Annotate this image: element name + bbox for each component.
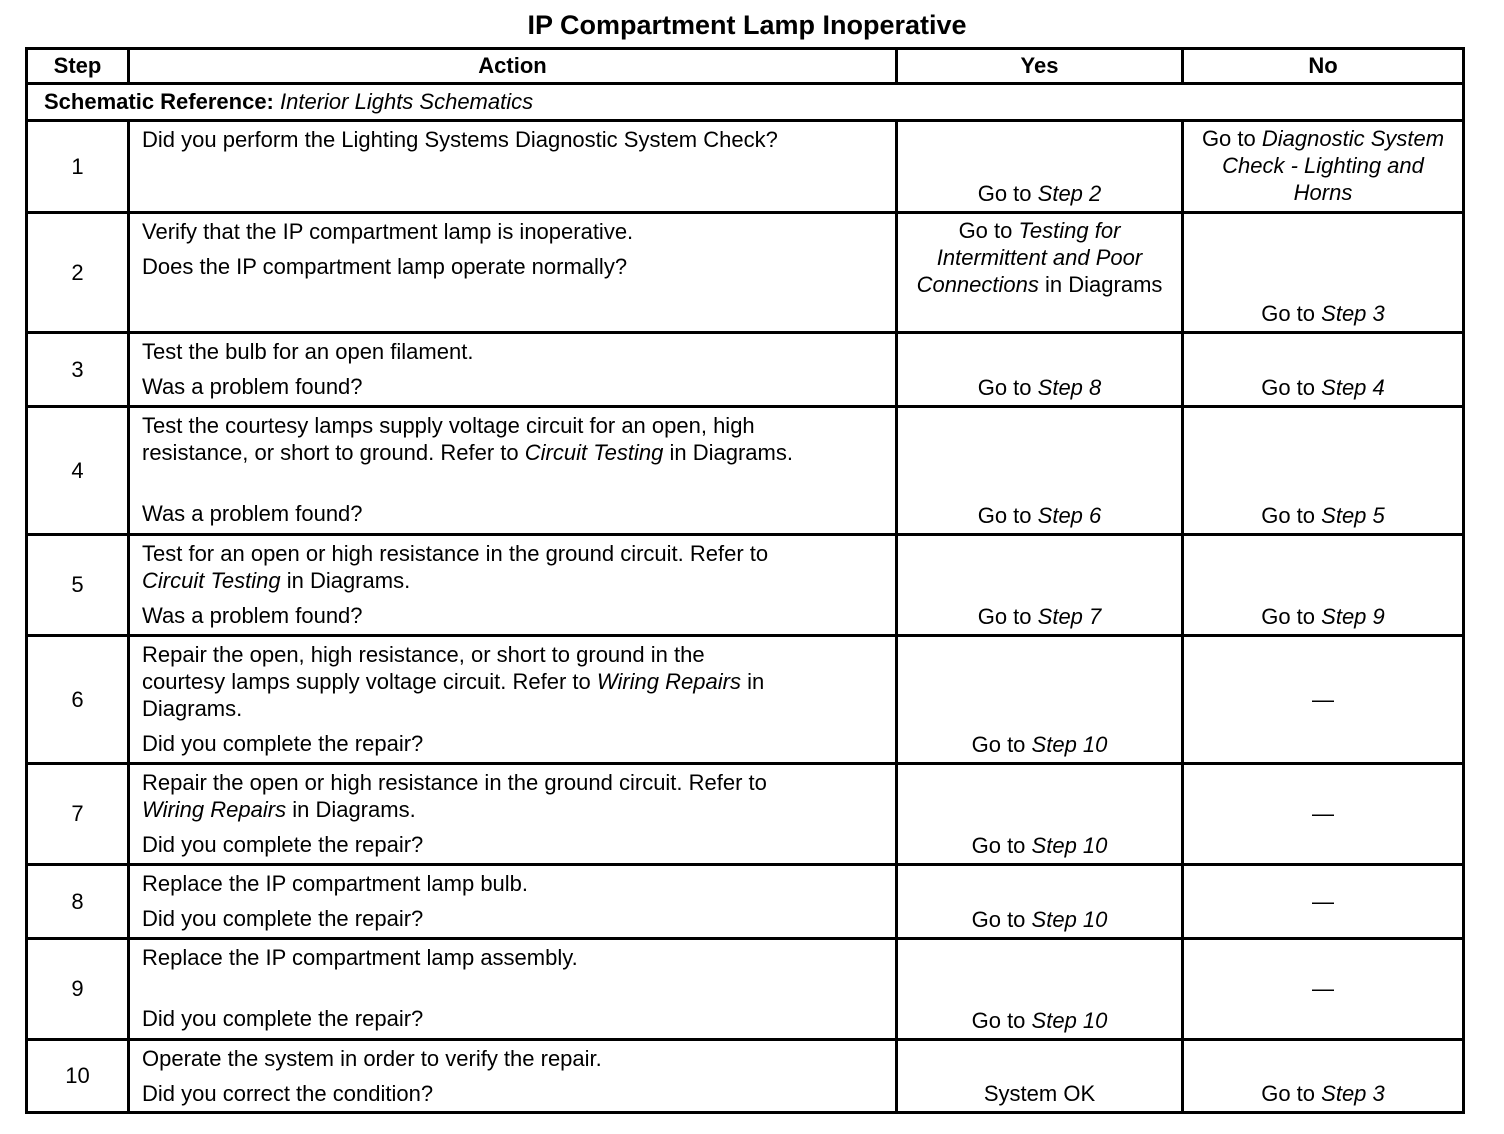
action-text-cont: courtesy lamps supply voltage circuit. Refer to Wiring Repairs in <box>142 669 765 694</box>
yes-link[interactable]: Testing for Intermittent and Poor Connections <box>916 218 1143 297</box>
no-link[interactable]: Diagnostic System Check - Lighting and Horns <box>1222 126 1445 205</box>
action-text: Test the courtesy lamps supply voltage circuit for an open, high <box>142 413 755 438</box>
no-cell <box>1183 865 1464 939</box>
yes-link[interactable]: Step 10 <box>1031 1008 1108 1033</box>
schematic-reference-row <box>27 84 1464 121</box>
action-link[interactable]: Wiring Repairs <box>596 669 741 694</box>
action-text-cont: Diagrams. <box>142 696 243 721</box>
header-yes: Yes <box>897 49 1183 84</box>
no-cell: Go to Step 5 <box>1183 407 1464 535</box>
step-number: 1 <box>27 121 129 213</box>
yes-cell: Go to Step 6 <box>897 407 1183 535</box>
diagnostic-table <box>25 47 1465 1114</box>
action-question: Was a problem found? <box>142 374 363 399</box>
action-question: Did you complete the repair? <box>142 1006 424 1031</box>
no-cell: Go to Step 4 <box>1183 333 1464 407</box>
no-cell: Go to Step 3 <box>1183 1040 1464 1113</box>
page-title: IP Compartment Lamp Inoperative <box>527 10 967 40</box>
action-cell <box>129 121 897 213</box>
yes-cell: Go to Step 10 <box>897 939 1183 1040</box>
action-link[interactable]: Circuit Testing <box>142 568 281 593</box>
table-row <box>27 407 1464 535</box>
action-question: Did you correct the condition? <box>142 1081 434 1106</box>
yes-cell: Go to Step 10 <box>897 865 1183 939</box>
header-action: Action <box>129 49 897 84</box>
action-text: Replace the IP compartment lamp assembly. <box>142 945 578 970</box>
action-cell <box>129 1040 897 1113</box>
no-link[interactable]: Step 3 <box>1321 301 1385 326</box>
table-row <box>27 535 1464 636</box>
table-row <box>27 213 1464 333</box>
yes-cell <box>897 1040 1183 1113</box>
yes-link[interactable]: Step 10 <box>1031 907 1108 932</box>
step-number: 6 <box>27 636 129 764</box>
header-no: No <box>1183 49 1464 84</box>
table-row <box>27 764 1464 865</box>
yes-cell: Go to Step 8 <box>897 333 1183 407</box>
action-link[interactable]: Circuit Testing <box>524 440 664 465</box>
action-question: Did you complete the repair? <box>142 906 424 931</box>
action-text: Repair the open or high resistance in the ground circuit. Refer to <box>142 770 767 795</box>
action-text-cont: Circuit Testing in Diagrams. <box>142 568 411 593</box>
yes-result: System OK <box>983 1081 1096 1106</box>
no-link[interactable]: Step 5 <box>1321 503 1385 528</box>
action-text: Repair the open, high resistance, or short to ground in the <box>142 642 705 667</box>
action-text: Verify that the IP compartment lamp is inoperative. <box>142 219 634 244</box>
yes-cell: Go to Step 10 <box>897 764 1183 865</box>
action-question: Did you complete the repair? <box>142 731 424 756</box>
action-text: Operate the system in order to verify the repair. <box>142 1046 602 1071</box>
no-cell: Go to Step 9 <box>1183 535 1464 636</box>
action-text-cont: Wiring Repairs in Diagrams. <box>142 797 416 822</box>
step-number: 2 <box>27 213 129 333</box>
action-cell <box>129 333 897 407</box>
yes-link[interactable]: Step 7 <box>1037 604 1102 629</box>
step-number: 7 <box>27 764 129 865</box>
no-link[interactable]: Step 3 <box>1321 1081 1385 1106</box>
action-cell <box>129 636 897 764</box>
action-question: Was a problem found? <box>142 501 363 526</box>
action-question: Does the IP compartment lamp operate normally? <box>142 254 628 279</box>
yes-cell: Go to Testing for Intermittent and Poor Connections in Diagrams <box>897 213 1183 333</box>
step-number: 8 <box>27 865 129 939</box>
no-cell <box>1183 636 1464 764</box>
not-applicable-dash: — <box>1312 801 1334 826</box>
schematic-reference-label: Schematic Reference: <box>44 89 274 114</box>
action-text: Did you perform the Lighting Systems Diagnostic System Check? <box>142 127 778 152</box>
step-number: 9 <box>27 939 129 1040</box>
action-text: Test the bulb for an open filament. <box>142 339 474 364</box>
action-text-cont: resistance, or short to ground. Refer to Circuit Testing in Diagrams. <box>142 440 793 465</box>
table-row <box>27 939 1464 1040</box>
yes-link[interactable]: Step 6 <box>1037 503 1102 528</box>
yes-link[interactable]: Step 10 <box>1031 833 1108 858</box>
table-row <box>27 121 1464 213</box>
action-cell <box>129 939 897 1040</box>
action-cell <box>129 407 897 535</box>
table-row <box>27 1040 1464 1113</box>
table-row <box>27 865 1464 939</box>
not-applicable-dash: — <box>1312 686 1334 712</box>
action-cell <box>129 764 897 865</box>
no-link[interactable]: Step 4 <box>1321 375 1385 400</box>
yes-cell: Go to Step 10 <box>897 636 1183 764</box>
yes-link[interactable]: Step 2 <box>1037 181 1102 206</box>
action-question: Was a problem found? <box>142 603 363 628</box>
yes-link[interactable]: Step 8 <box>1037 375 1102 400</box>
no-link[interactable]: Step 9 <box>1321 604 1385 629</box>
step-number: 4 <box>27 407 129 535</box>
not-applicable-dash: — <box>1312 976 1334 1001</box>
no-cell <box>1183 939 1464 1040</box>
action-cell <box>129 213 897 333</box>
action-text: Replace the IP compartment lamp bulb. <box>142 871 529 896</box>
header-step: Step <box>27 49 129 84</box>
no-cell <box>1183 764 1464 865</box>
no-cell: Go to Diagnostic System Check - Lighting and Horns <box>1183 121 1464 213</box>
schematic-reference-link[interactable]: Interior Lights Schematics <box>280 89 534 114</box>
action-cell <box>129 535 897 636</box>
not-applicable-dash: — <box>1312 888 1334 914</box>
yes-cell: Go to Step 2 <box>897 121 1183 213</box>
table-row <box>27 636 1464 764</box>
schematic-reference <box>27 84 1464 121</box>
no-cell: Go to Step 3 <box>1183 213 1464 333</box>
action-link[interactable]: Wiring Repairs <box>142 797 287 822</box>
header-row <box>27 49 1464 84</box>
step-number: 5 <box>27 535 129 636</box>
action-question: Did you complete the repair? <box>142 832 424 857</box>
yes-link[interactable]: Step 10 <box>1031 732 1108 757</box>
yes-cell: Go to Step 7 <box>897 535 1183 636</box>
action-cell <box>129 865 897 939</box>
step-number: 10 <box>27 1040 129 1113</box>
step-number: 3 <box>27 333 129 407</box>
action-text: Test for an open or high resistance in the ground circuit. Refer to <box>142 541 769 566</box>
table-row <box>27 333 1464 407</box>
